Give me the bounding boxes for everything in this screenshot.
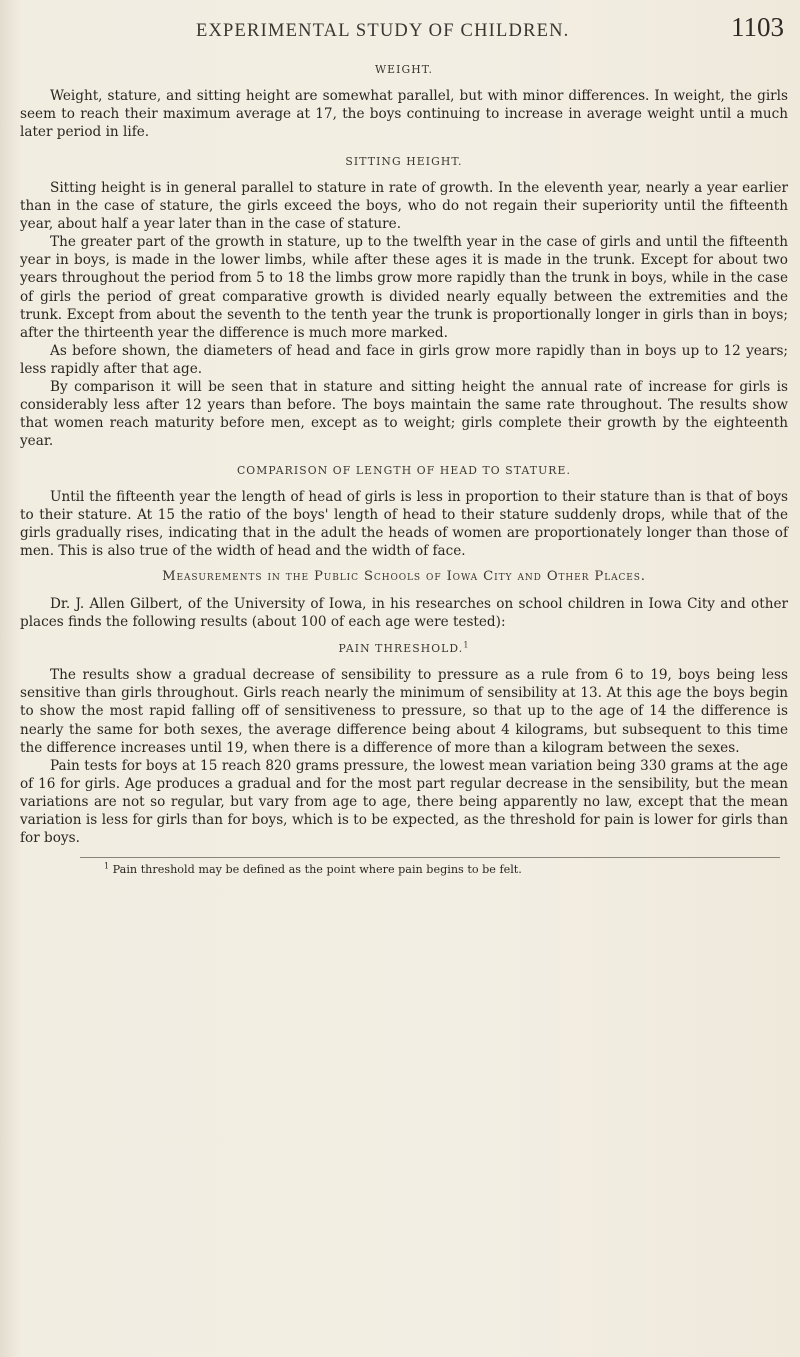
page-number: 1103 xyxy=(731,12,784,42)
paragraph-iowa-measurements: Dr. J. Allen Gilbert, of the University of Iowa, in his researches on school children in Iowa City and other places finds the following results (about 100 of each age were tested): xyxy=(20,596,788,631)
paragraph-sitting-height-1: Sitting height is in general parallel to stature in rate of growth. In the eleventh year, nearly a year earlier than in the case of stature, the girls exceed the boys, who do not regain their superiority until the fifteenth year, about half a year later than in the case of stature. xyxy=(20,180,788,233)
section-heading-pain-threshold xyxy=(20,640,788,658)
paragraph-sitting-height-2: The greater part of the growth in stature, up to the twelfth year in the case of girls and until the fifteenth year in boys, is made in the lower limbs, while after these ages it is made in the trunk. Except for about two years throughout the period from 5 to 18 the limbs grow more rapidly than the trunk in boys, while in the case of girls the period of great comparative growth is divided nearly equally between the extremities and the trunk. Except from about the seventh to the tenth year the trunk is proportionally longer in girls than in boys; after the thirteenth year the difference is much more marked. xyxy=(20,234,788,341)
page-header xyxy=(196,12,786,43)
body-text xyxy=(20,58,788,877)
footnote-text: Pain threshold may be defined as the point where pain begins to be felt. xyxy=(112,862,522,876)
footnote-reference: 1 xyxy=(463,640,470,650)
section-heading-weight: WEIGHT. xyxy=(374,63,434,76)
paragraph-pain-threshold-1: The results show a gradual decrease of sensibility to pressure as a rule from 6 to 19, boys being less sensitive than girls throughout. Girls reach nearly the minimum of sensibility at 13. At this age the boys begin to show the most rapid falling off of sensitiveness to pressure, so that up to the age of 14 the difference is nearly the same for both sexes, the average difference being about 4 kilograms, but subsequent to this time the difference increases until 19, when there is a difference of more than a kilogram between the sexes. xyxy=(20,667,788,756)
footnote-mark: 1 xyxy=(104,861,110,871)
paragraph-weight: Weight, stature, and sitting height are somewhat parallel, but with minor differences. In weight, the girls seem to reach their maximum average at 17, the boys continuing to increase in average weight until a much later period in life. xyxy=(20,88,788,141)
section-heading-head-to-stature: COMPARISON OF LENGTH OF HEAD TO STATURE. xyxy=(236,463,572,477)
paragraph-head-to-stature: Until the fifteenth year the length of head of girls is less in proportion to their stature than is that of boys to their stature. At 15 the ratio of the boys' length of head to their stature suddenly drops, while that of the girls gradually rises, indicating that in the adult the heads of women are proportionately longer than those of men. This is also true of the width of head and the width of face. xyxy=(20,488,788,560)
footnote xyxy=(20,863,788,877)
pain-threshold-heading-text: PAIN THRESHOLD. xyxy=(338,642,464,656)
footnote-rule xyxy=(80,857,780,858)
paragraph-sitting-height-4: By comparison it will be seen that in stature and sitting height the annual rate of increase for girls is considerably less after 12 years than before. The boys maintain the same rate throughout. The results show that women reach maturity before men, except as to weight; girls complete their growth by the eighteenth year. xyxy=(20,378,788,449)
paragraph-pain-threshold-2: Pain tests for boys at 15 reach 820 grams pressure, the lowest mean variation being 330 grams at the age of 16 for girls. Age produces a gradual and for the most part regular decrease in the sensibility, but the mean variations are not so regular, but vary from age to age, there being apparently no law, except that the mean variation is less for girls than for boys, which is to be expected, as the threshold for pain is lower for girls than for boys. xyxy=(20,757,788,846)
section-heading-sitting-height: SITTING HEIGHT. xyxy=(345,155,463,169)
section-heading-iowa-measurements: Measurements in the Public Schools of Iowa City and Other Places. xyxy=(162,569,646,585)
running-head: EXPERIMENTAL STUDY OF CHILDREN. xyxy=(196,21,570,41)
paragraph-sitting-height-3: As before shown, the diameters of head and face in girls grow more rapidly than in boys up to 12 years; less rapidly after that age. xyxy=(20,342,788,377)
